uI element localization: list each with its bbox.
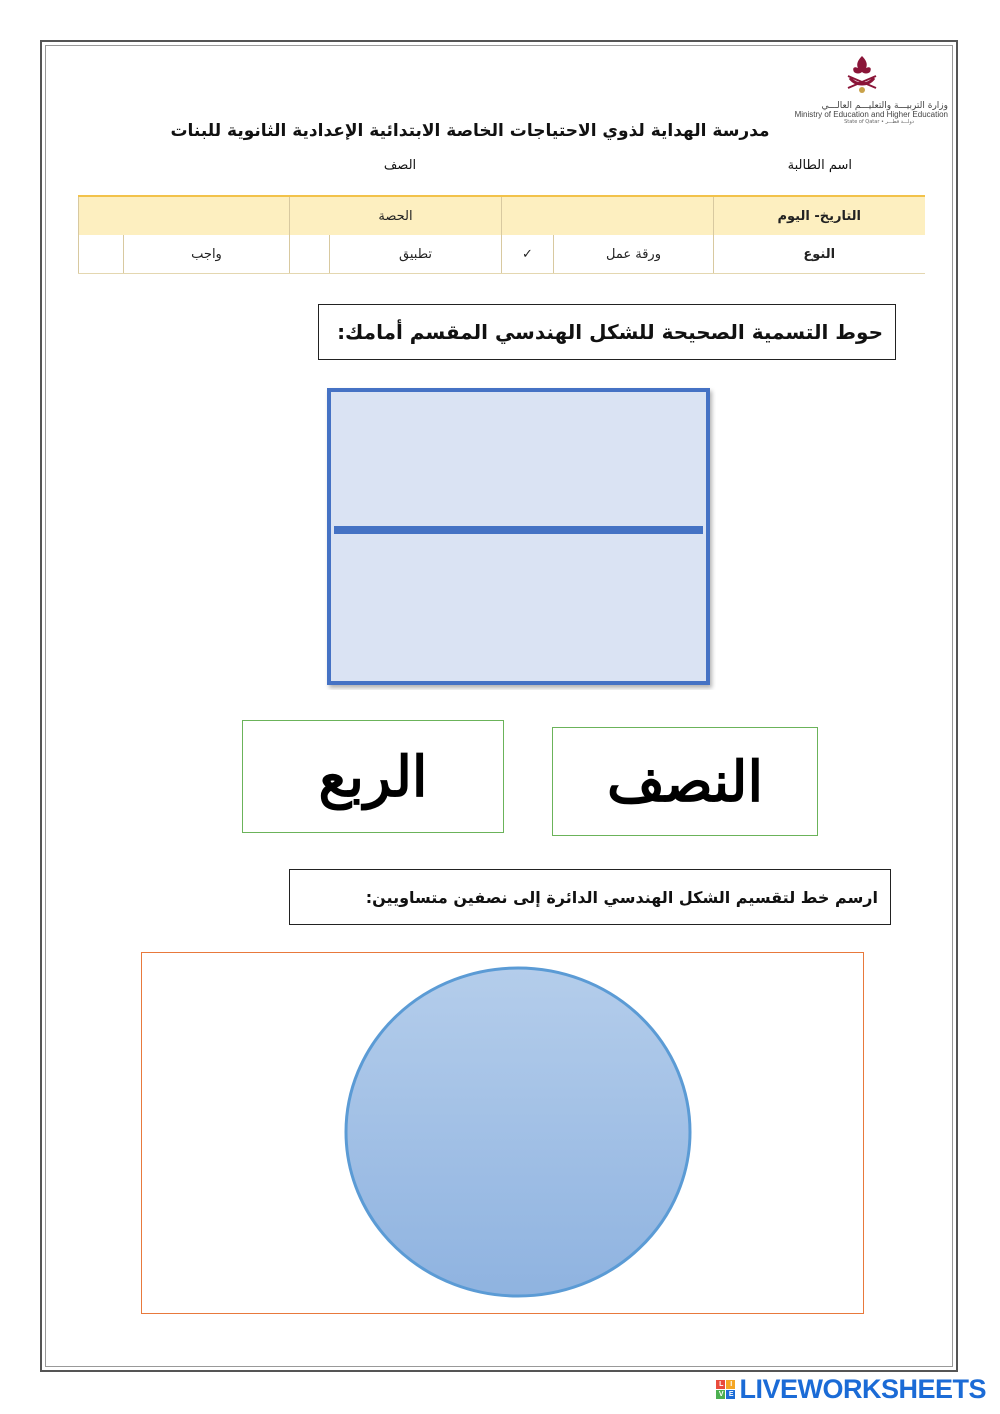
ministry-name-en: Ministry of Education and Higher Education (794, 110, 948, 119)
class-label: الصف (383, 158, 417, 173)
answer-option-quarter[interactable]: الربع (242, 720, 504, 833)
period-label: الحصة (290, 196, 502, 235)
date-value-cell[interactable] (502, 196, 714, 235)
liveworksheets-brand: LIVEWORKSHEETS (739, 1374, 986, 1404)
worksheet-label: ورقة عمل (554, 235, 714, 274)
worksheet-checkmark[interactable]: ✓ (502, 235, 554, 274)
application-check-cell[interactable] (290, 235, 330, 274)
table-row (79, 235, 925, 274)
ministry-name-ar: وزارة التربيـــة والتعليـــم العالـــي (821, 101, 948, 111)
ministry-state: State of Qatar • دولـــة قطـــر (844, 119, 914, 125)
homework-label: واجب (124, 235, 290, 274)
type-label: النوع (714, 235, 925, 274)
info-table (78, 195, 925, 274)
question2-prompt: ارسم خط لتقسيم الشكل الهندسي الدائرة إلى نصفين متساويين: (289, 869, 891, 925)
liveworksheets-icon: L I V E (716, 1380, 735, 1399)
circle-figure[interactable] (340, 966, 696, 1300)
rectangle-shape (329, 390, 708, 683)
homework-check-cell[interactable] (79, 235, 124, 274)
date-label: التاريخ- اليوم (714, 196, 925, 235)
period-value-cell[interactable] (79, 196, 290, 235)
answer-option-half[interactable]: النصف (552, 727, 818, 836)
divided-rectangle-figure (322, 384, 716, 690)
school-name: مدرسة الهداية لذوي الاحتياجات الخاصة الابتدائية الإعدادية الثانوية للبنات (170, 121, 770, 141)
table-row (79, 196, 925, 235)
circle-shape (346, 968, 690, 1296)
ministry-emblem-icon (842, 52, 882, 96)
question1-prompt: حوط التسمية الصحيحة للشكل الهندسي المقسم أمامك: (318, 304, 896, 360)
liveworksheets-logo[interactable] (716, 1374, 986, 1405)
student-name-label: اسم الطالبة (787, 158, 852, 173)
application-label: تطبيق (330, 235, 502, 274)
